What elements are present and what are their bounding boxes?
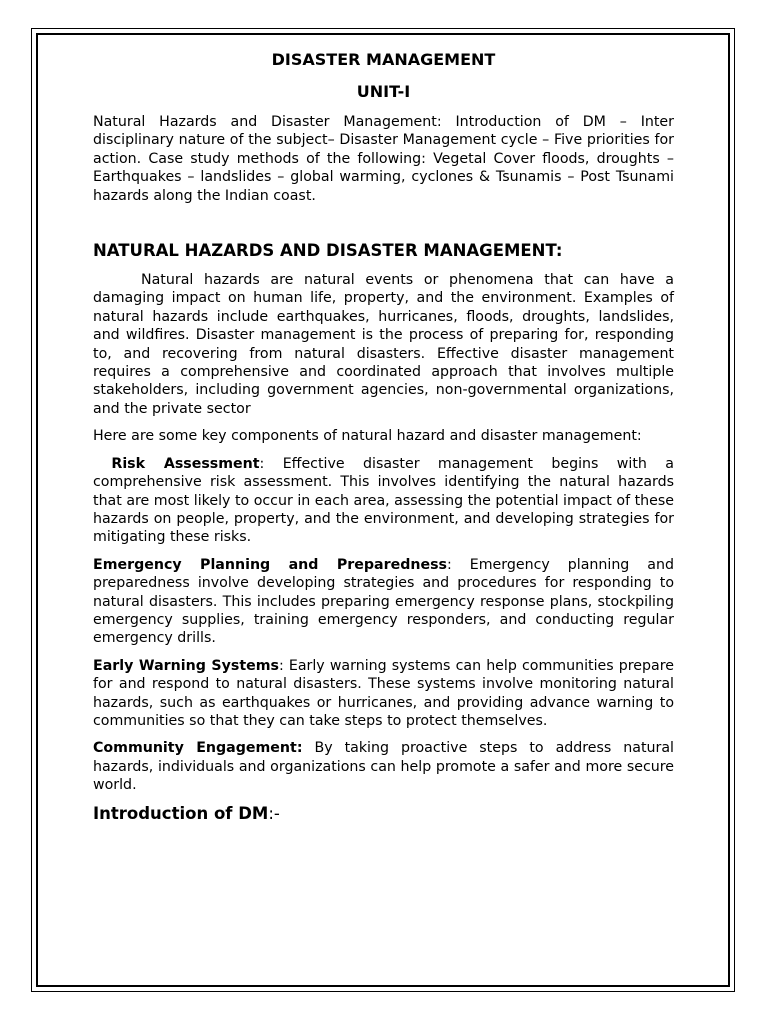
component-term: Risk Assessment [111, 455, 260, 472]
component-sep: : [446, 556, 452, 573]
component-early-warning [93, 657, 674, 731]
dm-heading-bold: Introduction of DM [93, 803, 269, 823]
component-risk-assessment [93, 455, 674, 547]
component-sep: : [278, 657, 284, 674]
component-emergency-planning [93, 556, 674, 648]
unit-heading: UNIT-I [356, 82, 411, 101]
document-content [93, 50, 674, 825]
section-heading: NATURAL HAZARDS AND DISASTER MANAGEMENT: [93, 241, 563, 261]
component-term: Emergency Planning and Preparedness [93, 556, 447, 573]
component-text: Effective disaster management begins with a comprehensive risk assessment. This involves identifying the natural hazards that are most likely to occur in each area, assessing the potential impact of these hazards on people, property, and the environment, and developing strategies for mitigating these risks. [93, 455, 674, 546]
document-title: DISASTER MANAGEMENT [271, 50, 496, 69]
intro-paragraph: Natural hazards are natural events or phenomena that can have a damaging impact on human life, property, and the environment. Examples of natural hazards include earthquakes, hurricanes, floods, droughts, landslides, and wildfires. Disaster management is the process of preparing for, responding to, and recovering from natural disasters. Effective disaster management requires a comprehensive and coordinated approach that involves multiple stakeholders, including government agencies, non-governmental organizations, and the private sector [93, 272, 674, 417]
component-sep: : [259, 455, 265, 472]
component-community-engagement [93, 739, 674, 794]
component-text: Early warning systems can help communities prepare for and respond to natural disasters. These systems involve monitoring natural hazards, such as earthquakes or hurricanes, and providing advance warning to communities so that they can take steps to protect themselves. [93, 657, 674, 729]
components-intro: Here are some key components of natural hazard and disaster management: [93, 428, 642, 445]
component-term: Community Engagement: [93, 740, 303, 757]
component-text: By taking proactive steps to address natural hazards, individuals and organizations can help promote a safer and more secure world. [93, 740, 674, 794]
component-text: Emergency planning and preparedness involve developing strategies and procedures for responding to natural disasters. This includes preparing emergency response plans, stockpiling emergency supplies, training emergency responders, and conducting regular emergency drills. [93, 556, 674, 647]
syllabus-paragraph: Natural Hazards and Disaster Management: Introduction of DM – Inter disciplinary nature of the subject– Disaster Management cycle – Five priorities for action. Case study methods of the following: Vegetal Cover floods, droughts – Earthquakes – landslides – global warming, cyclones & Tsunamis – Post Tsunami hazards along the Indian coast. [93, 114, 674, 204]
introduction-dm-heading [93, 803, 674, 825]
dm-heading-rest: :- [268, 803, 280, 823]
component-term: Early Warning Systems [93, 657, 279, 674]
